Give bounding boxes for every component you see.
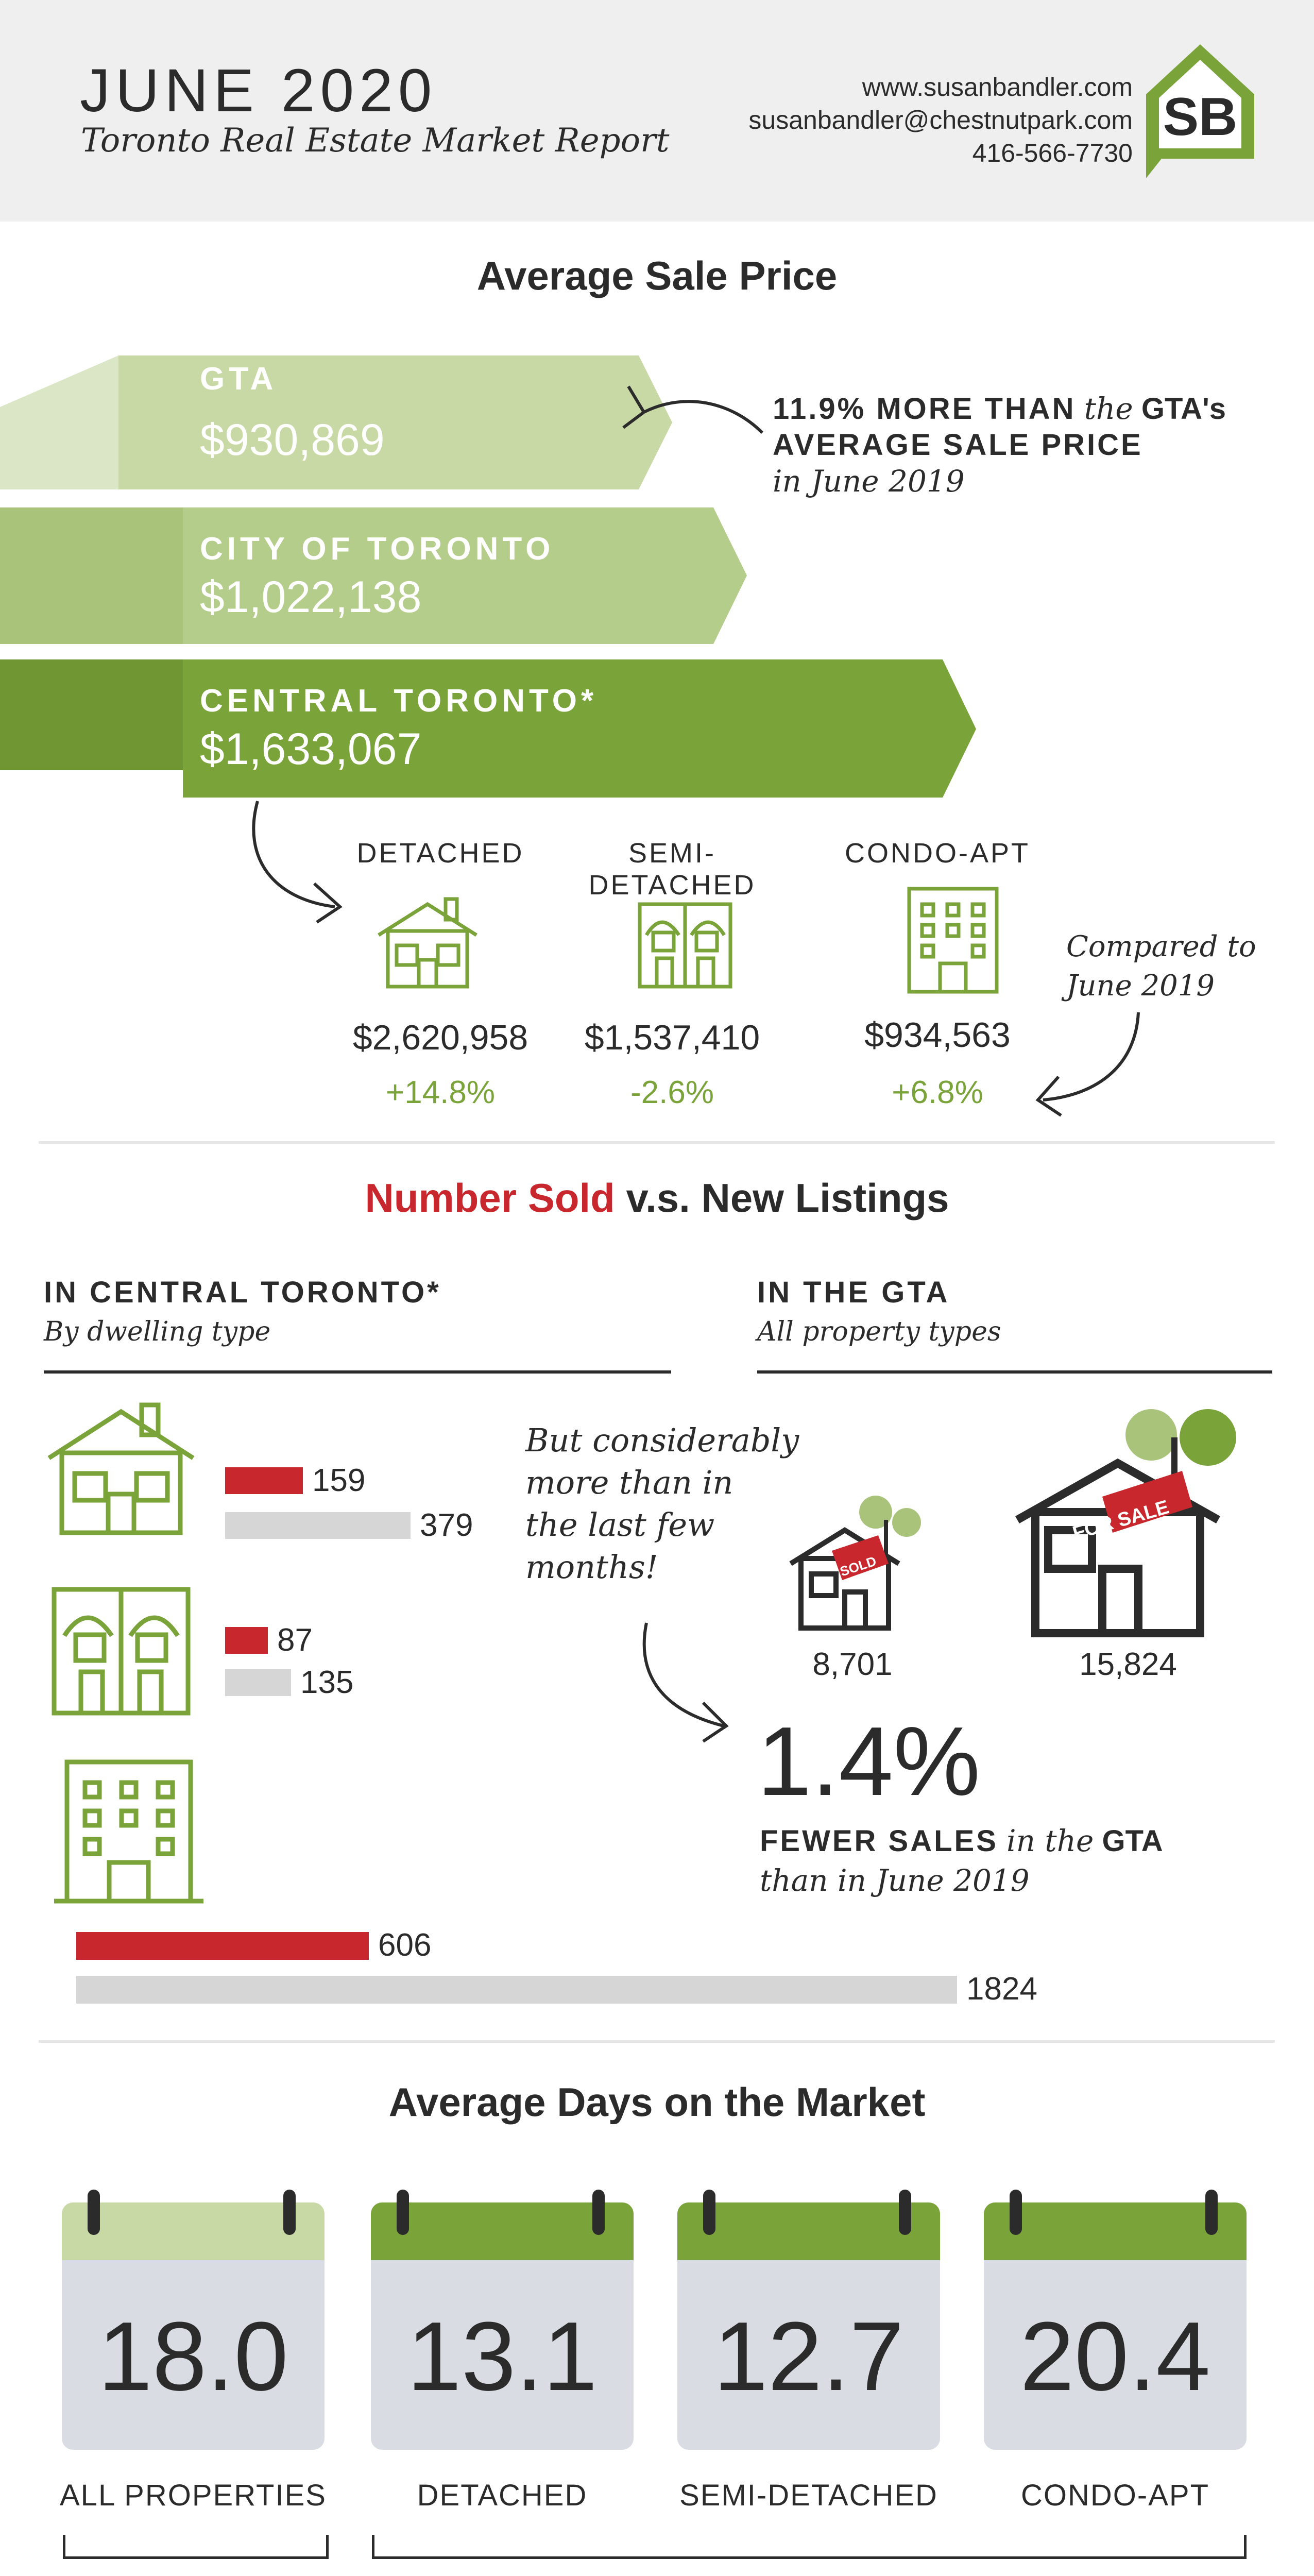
gta-sales-change-pct: 1.4% [757,1707,981,1816]
avg-sale-price-heading: Average Sale Price [476,253,838,298]
fewer-sales-sub: than in June 2019 [760,1863,1030,1898]
type-label-condo: CONDO-APT [845,838,1030,869]
label-condo-apt: CONDO-APT [1021,2479,1209,2512]
label-all-properties: ALL PROPERTIES [60,2479,327,2512]
toronto-label: CITY OF TORONTO [200,531,555,567]
compared-note [1066,927,1256,1006]
compared-note-line-2: June 2019 [1066,969,1215,1003]
bar-listings-semi [225,1669,291,1696]
calendar-ring-icon [703,2190,715,2235]
handnote-arrow-icon [626,1618,744,1747]
central-section-sub: By dwelling type [44,1316,271,1347]
semi-detached-house-icon-large [49,1579,193,1718]
gta-label: GTA [200,361,278,397]
handwritten-note [525,1419,799,1588]
sb-logo-text: SB [1163,87,1238,147]
note-bold-2: GTA's [1141,392,1226,426]
detached-house-icon [373,894,482,992]
days-condo-apt: 20.4 [1020,2302,1210,2411]
gta-section-title: IN THE GTA [757,1276,950,1309]
note-bold-3: AVERAGE SALE PRICE [773,428,1143,462]
gta-avg-price: $930,869 [200,415,385,465]
value-sold-condo: 606 [378,1927,432,1963]
label-detached: DETACHED [417,2479,588,2512]
bar-sold-semi [225,1627,268,1654]
calendar-ring-icon [1010,2190,1022,2235]
value-listings-semi: 135 [300,1665,354,1700]
calendar-ring-icon [592,2190,605,2235]
fewer-sales-italic: in the [1006,1823,1094,1858]
for-sale-tag: FOR SALE [1070,1496,1172,1545]
heading-number-sold: Number Sold [365,1175,615,1221]
handnote-line-1: But considerably [525,1421,799,1459]
gta-section-rule [757,1370,1272,1374]
fewer-sales-bold-1: FEWER SALES [760,1824,998,1858]
days-detached: 13.1 [407,2302,598,2411]
bar-listings-condo [76,1976,957,2004]
type-label-semi: SEMI-DETACHED [588,838,756,901]
central-section-rule [44,1370,671,1374]
central-avg-price: $1,633,067 [200,724,422,774]
semi-change: -2.6% [630,1075,714,1110]
bracket-gta [63,2535,329,2559]
calendar-ring-icon [283,2190,296,2235]
heading-vs-listings: v.s. New Listings [626,1175,949,1221]
arrow-to-gta-icon [613,381,767,453]
gta-sold-count: 8,701 [812,1647,893,1682]
semi-detached-house-icon [634,894,737,992]
condo-price: $934,563 [864,1015,1011,1055]
condo-building-icon [899,884,1007,997]
section-divider-1 [39,1141,1275,1144]
condo-building-icon-large [52,1752,206,1906]
sold-vs-listings-heading [0,1175,1314,1222]
value-listings-detached: 379 [420,1507,473,1543]
detached-house-icon-large [44,1399,198,1538]
compared-note-line-1: Compared to [1066,930,1256,963]
value-sold-detached: 159 [312,1463,366,1498]
website-link[interactable]: www.susanbandler.com [862,73,1133,101]
bar-sold-detached [225,1467,303,1494]
section-divider-2 [39,2040,1275,2043]
calendar-ring-icon [899,2190,911,2235]
value-sold-semi: 87 [277,1622,313,1658]
type-label-detached: DETACHED [356,838,524,869]
bar-sold-condo [76,1932,369,1960]
handnote-line-3: the last few [525,1506,715,1544]
bracket-central [372,2535,1247,2559]
note-italic-2: in June 2019 [773,464,965,499]
fewer-sales-note [760,1821,1163,1900]
note-bold-1: 11.9% MORE THAN [773,392,1076,426]
days-all-properties: 18.0 [98,2302,288,2411]
handnote-line-2: more than in [525,1464,733,1501]
days-on-market-heading: Average Days on the Market [388,2079,926,2125]
gta-comparison-note [773,391,1226,499]
gta-listings-count: 15,824 [1079,1647,1177,1682]
bar-listings-detached [225,1512,411,1539]
value-listings-condo: 1824 [966,1971,1037,2007]
handnote-line-4: months! [525,1548,658,1586]
condo-change: +6.8% [892,1075,983,1110]
compared-arrow-icon [1022,1007,1151,1121]
detached-change: +14.8% [385,1075,495,1110]
central-section-title: IN CENTRAL TORONTO* [44,1276,441,1309]
central-label: CENTRAL TORONTO* [200,683,598,719]
days-semi-detached: 12.7 [713,2302,904,2411]
detached-price: $2,620,958 [352,1018,528,1057]
email-link[interactable]: susanbandler@chestnutpark.com [748,106,1133,134]
toronto-avg-price: $1,022,138 [200,572,422,622]
sold-tag: SOLD [838,1553,878,1580]
calendar-ring-icon [1205,2190,1218,2235]
calendar-ring-icon [88,2190,100,2235]
note-italic-1: the [1084,391,1133,426]
calendar-ring-icon [397,2190,409,2235]
semi-price: $1,537,410 [584,1018,760,1057]
label-semi-detached: SEMI-DETACHED [679,2479,938,2512]
report-subtitle: Toronto Real Estate Market Report [81,122,670,160]
phone-number[interactable]: 416-566-7730 [972,139,1133,167]
gta-section-sub: All property types [757,1316,1001,1347]
fewer-sales-bold-2: GTA [1102,1824,1163,1858]
report-title: JUNE 2020 [80,57,437,125]
